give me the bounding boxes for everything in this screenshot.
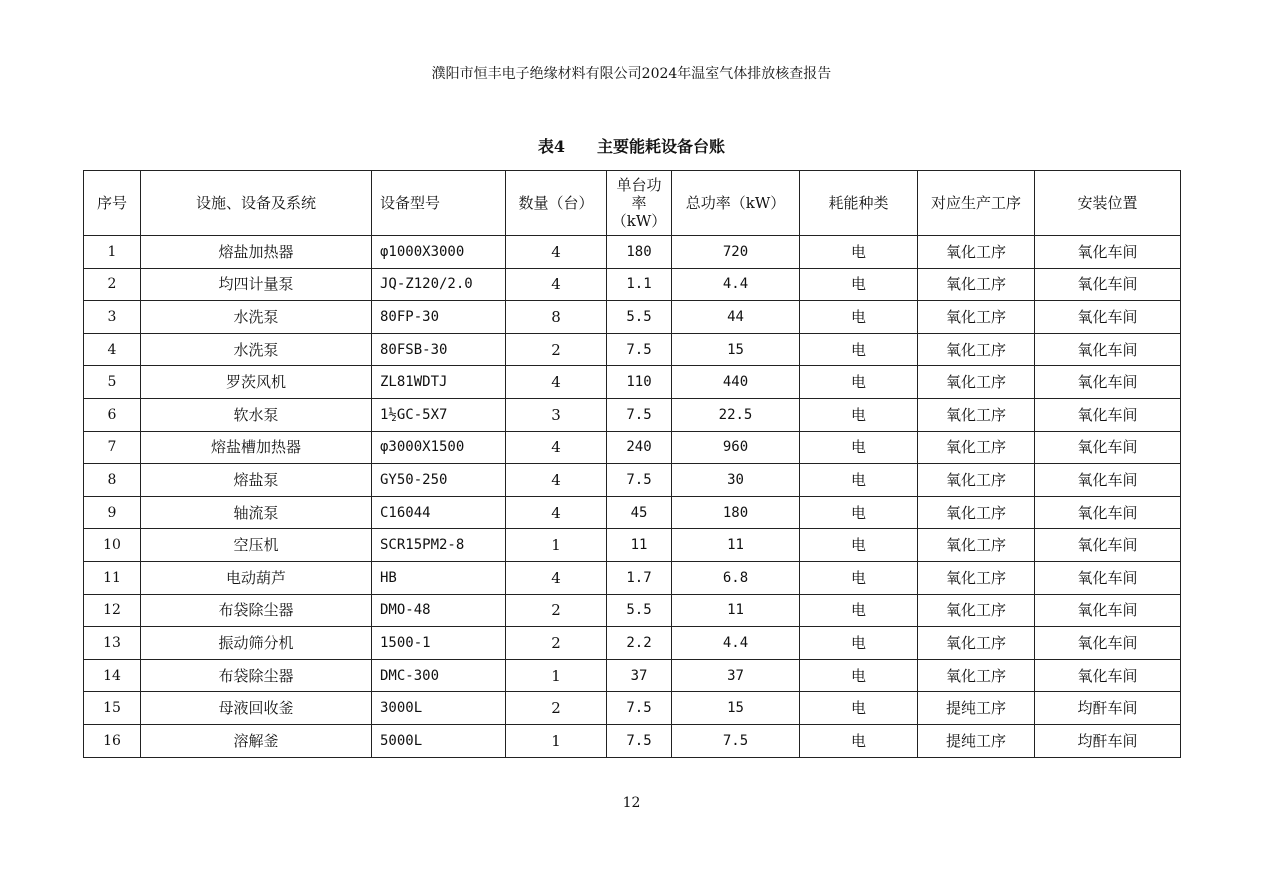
cell-unit-power: 45 (607, 496, 672, 529)
cell-model: HB (372, 561, 506, 594)
table-caption: 表4 主要能耗设备台账 (537, 137, 726, 156)
cell-model: JQ-Z120/2.0 (372, 268, 506, 301)
table-row (84, 692, 1181, 725)
cell-equipment-name: 布袋除尘器 (141, 659, 372, 692)
cell-location: 氧化车间 (1035, 627, 1181, 660)
cell-qty: 8 (506, 301, 607, 334)
cell-equipment-name: 振动筛分机 (141, 627, 372, 660)
cell-seq: 15 (84, 692, 141, 725)
cell-unit-power: 11 (607, 529, 672, 562)
cell-unit-power: 240 (607, 431, 672, 464)
cell-unit-power: 1.1 (607, 268, 672, 301)
cell-seq: 14 (84, 659, 141, 692)
cell-process: 氧化工序 (918, 333, 1035, 366)
cell-qty: 1 (506, 659, 607, 692)
column-header-process: 对应生产工序 (918, 171, 1035, 236)
energy-equipment-table (83, 170, 1181, 758)
cell-model: GY50-250 (372, 464, 506, 497)
cell-equipment-name: 电动葫芦 (141, 561, 372, 594)
cell-unit-power: 7.5 (607, 333, 672, 366)
table-row (84, 398, 1181, 431)
column-header-seq: 序号 (84, 171, 141, 236)
cell-total-power: 4.4 (672, 627, 800, 660)
cell-total-power: 6.8 (672, 561, 800, 594)
cell-total-power: 960 (672, 431, 800, 464)
table-body (84, 236, 1181, 758)
cell-location: 氧化车间 (1035, 301, 1181, 334)
cell-unit-power: 110 (607, 366, 672, 399)
cell-equipment-name: 溶解釜 (141, 724, 372, 757)
cell-process: 氧化工序 (918, 366, 1035, 399)
cell-energy-type: 电 (800, 724, 918, 757)
cell-qty: 4 (506, 464, 607, 497)
cell-energy-type: 电 (800, 366, 918, 399)
cell-seq: 2 (84, 268, 141, 301)
cell-location: 氧化车间 (1035, 594, 1181, 627)
cell-location: 氧化车间 (1035, 366, 1181, 399)
cell-unit-power: 7.5 (607, 692, 672, 725)
cell-total-power: 180 (672, 496, 800, 529)
table-row (84, 627, 1181, 660)
cell-energy-type: 电 (800, 692, 918, 725)
cell-qty: 4 (506, 236, 607, 269)
cell-equipment-name: 熔盐加热器 (141, 236, 372, 269)
cell-location: 均酐车间 (1035, 724, 1181, 757)
cell-seq: 4 (84, 333, 141, 366)
report-header: 濮阳市恒丰电子绝缘材料有限公司2024年温室气体排放核查报告 (431, 66, 832, 82)
cell-energy-type: 电 (800, 627, 918, 660)
cell-model: DMO-48 (372, 594, 506, 627)
table-row (84, 236, 1181, 269)
cell-energy-type: 电 (800, 236, 918, 269)
column-header-energy-type: 耗能种类 (800, 171, 918, 236)
column-header-model: 设备型号 (372, 171, 506, 236)
cell-model: 80FSB-30 (372, 333, 506, 366)
cell-model: C16044 (372, 496, 506, 529)
cell-unit-power: 7.5 (607, 724, 672, 757)
table-row (84, 529, 1181, 562)
table-row (84, 561, 1181, 594)
cell-total-power: 30 (672, 464, 800, 497)
cell-process: 氧化工序 (918, 236, 1035, 269)
cell-process: 氧化工序 (918, 561, 1035, 594)
cell-unit-power: 2.2 (607, 627, 672, 660)
cell-unit-power: 1.7 (607, 561, 672, 594)
cell-seq: 7 (84, 431, 141, 464)
cell-seq: 5 (84, 366, 141, 399)
cell-qty: 1 (506, 724, 607, 757)
cell-process: 氧化工序 (918, 594, 1035, 627)
cell-location: 氧化车间 (1035, 236, 1181, 269)
table-row (84, 724, 1181, 757)
table-row (84, 301, 1181, 334)
cell-total-power: 720 (672, 236, 800, 269)
cell-energy-type: 电 (800, 431, 918, 464)
cell-seq: 9 (84, 496, 141, 529)
cell-qty: 2 (506, 692, 607, 725)
cell-location: 氧化车间 (1035, 496, 1181, 529)
cell-total-power: 15 (672, 692, 800, 725)
cell-total-power: 11 (672, 594, 800, 627)
cell-model: 1½GC-5X7 (372, 398, 506, 431)
table-row (84, 496, 1181, 529)
cell-seq: 11 (84, 561, 141, 594)
cell-process: 提纯工序 (918, 692, 1035, 725)
cell-location: 氧化车间 (1035, 464, 1181, 497)
table-header-row (84, 171, 1181, 236)
cell-energy-type: 电 (800, 464, 918, 497)
cell-equipment-name: 水洗泵 (141, 333, 372, 366)
cell-unit-power: 7.5 (607, 464, 672, 497)
cell-total-power: 44 (672, 301, 800, 334)
cell-unit-power: 5.5 (607, 301, 672, 334)
cell-equipment-name: 罗茨风机 (141, 366, 372, 399)
table-row (84, 594, 1181, 627)
cell-location: 氧化车间 (1035, 333, 1181, 366)
cell-process: 提纯工序 (918, 724, 1035, 757)
cell-qty: 4 (506, 431, 607, 464)
cell-energy-type: 电 (800, 268, 918, 301)
column-header-unit-power: 单台功率（kW） (607, 171, 672, 236)
cell-seq: 1 (84, 236, 141, 269)
cell-seq: 3 (84, 301, 141, 334)
cell-equipment-name: 水洗泵 (141, 301, 372, 334)
cell-total-power: 440 (672, 366, 800, 399)
cell-energy-type: 电 (800, 659, 918, 692)
cell-unit-power: 180 (607, 236, 672, 269)
cell-unit-power: 7.5 (607, 398, 672, 431)
cell-energy-type: 电 (800, 301, 918, 334)
cell-seq: 13 (84, 627, 141, 660)
cell-total-power: 4.4 (672, 268, 800, 301)
cell-model: ZL81WDTJ (372, 366, 506, 399)
cell-qty: 2 (506, 627, 607, 660)
cell-seq: 8 (84, 464, 141, 497)
cell-equipment-name: 母液回收釜 (141, 692, 372, 725)
cell-equipment-name: 轴流泵 (141, 496, 372, 529)
cell-process: 氧化工序 (918, 464, 1035, 497)
cell-process: 氧化工序 (918, 627, 1035, 660)
cell-process: 氧化工序 (918, 659, 1035, 692)
cell-location: 氧化车间 (1035, 561, 1181, 594)
cell-qty: 4 (506, 268, 607, 301)
column-header-location: 安装位置 (1035, 171, 1181, 236)
cell-energy-type: 电 (800, 594, 918, 627)
cell-seq: 10 (84, 529, 141, 562)
table-row (84, 268, 1181, 301)
cell-total-power: 37 (672, 659, 800, 692)
cell-model: φ3000X1500 (372, 431, 506, 464)
cell-equipment-name: 熔盐泵 (141, 464, 372, 497)
cell-equipment-name: 软水泵 (141, 398, 372, 431)
cell-location: 氧化车间 (1035, 398, 1181, 431)
cell-unit-power: 5.5 (607, 594, 672, 627)
cell-equipment-name: 布袋除尘器 (141, 594, 372, 627)
cell-model: DMC-300 (372, 659, 506, 692)
column-header-qty: 数量（台） (506, 171, 607, 236)
cell-location: 氧化车间 (1035, 529, 1181, 562)
cell-qty: 4 (506, 561, 607, 594)
cell-equipment-name: 空压机 (141, 529, 372, 562)
cell-process: 氧化工序 (918, 268, 1035, 301)
cell-model: 80FP-30 (372, 301, 506, 334)
cell-equipment-name: 熔盐槽加热器 (141, 431, 372, 464)
cell-energy-type: 电 (800, 333, 918, 366)
table-row (84, 333, 1181, 366)
page-number: 12 (622, 795, 641, 811)
cell-qty: 3 (506, 398, 607, 431)
cell-qty: 2 (506, 594, 607, 627)
cell-process: 氧化工序 (918, 301, 1035, 334)
cell-total-power: 7.5 (672, 724, 800, 757)
cell-energy-type: 电 (800, 496, 918, 529)
cell-model: 3000L (372, 692, 506, 725)
cell-model: 1500-1 (372, 627, 506, 660)
cell-location: 均酐车间 (1035, 692, 1181, 725)
cell-location: 氧化车间 (1035, 431, 1181, 464)
table-row (84, 464, 1181, 497)
cell-total-power: 15 (672, 333, 800, 366)
cell-process: 氧化工序 (918, 529, 1035, 562)
cell-process: 氧化工序 (918, 496, 1035, 529)
cell-energy-type: 电 (800, 529, 918, 562)
cell-model: 5000L (372, 724, 506, 757)
cell-location: 氧化车间 (1035, 268, 1181, 301)
table-row (84, 659, 1181, 692)
cell-location: 氧化车间 (1035, 659, 1181, 692)
cell-qty: 4 (506, 496, 607, 529)
cell-process: 氧化工序 (918, 398, 1035, 431)
column-header-name: 设施、设备及系统 (141, 171, 372, 236)
cell-process: 氧化工序 (918, 431, 1035, 464)
cell-qty: 2 (506, 333, 607, 366)
cell-total-power: 22.5 (672, 398, 800, 431)
cell-qty: 1 (506, 529, 607, 562)
cell-model: SCR15PM2-8 (372, 529, 506, 562)
cell-unit-power: 37 (607, 659, 672, 692)
cell-model: φ1000X3000 (372, 236, 506, 269)
cell-qty: 4 (506, 366, 607, 399)
column-header-total-power: 总功率（kW） (672, 171, 800, 236)
cell-seq: 6 (84, 398, 141, 431)
table-row (84, 366, 1181, 399)
cell-total-power: 11 (672, 529, 800, 562)
cell-equipment-name: 均四计量泵 (141, 268, 372, 301)
cell-energy-type: 电 (800, 398, 918, 431)
cell-energy-type: 电 (800, 561, 918, 594)
table-row (84, 431, 1181, 464)
cell-seq: 16 (84, 724, 141, 757)
cell-seq: 12 (84, 594, 141, 627)
